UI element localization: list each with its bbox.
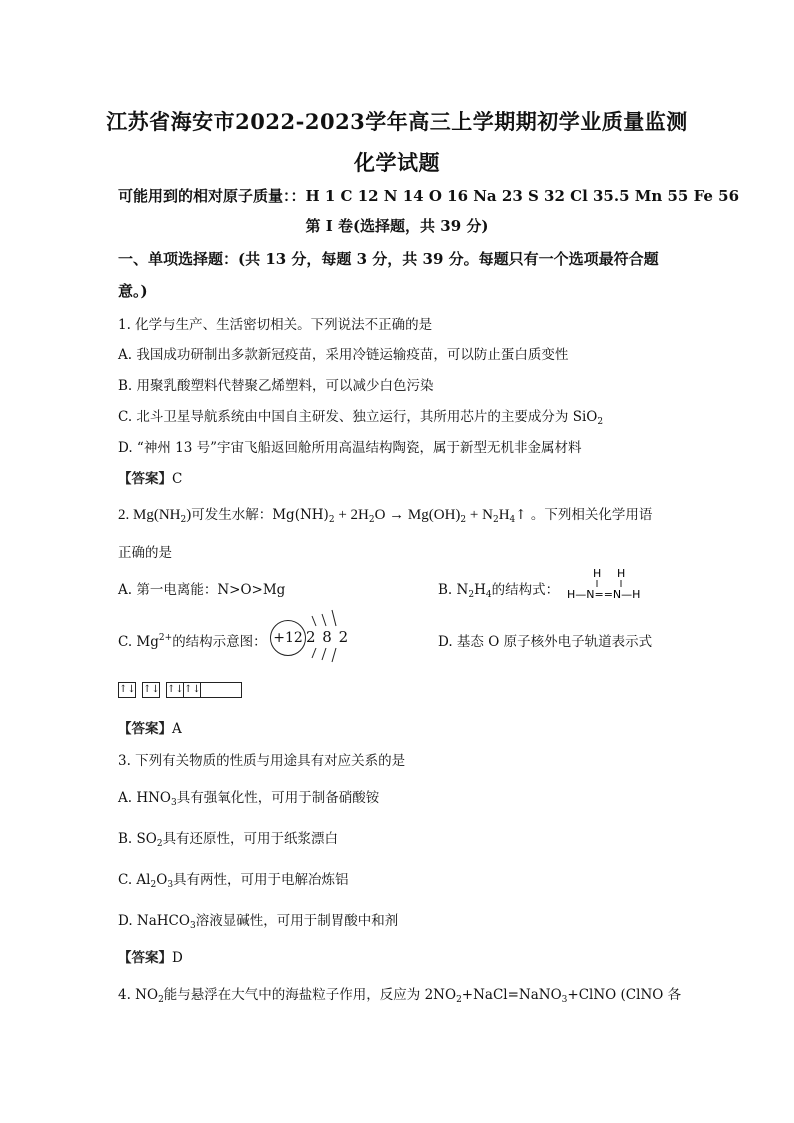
q3-option-c-sub1: 2 bbox=[150, 880, 157, 890]
q3-answer-value: D bbox=[172, 950, 183, 966]
q1-answer-value: C bbox=[172, 471, 183, 487]
q2-sub-4: 2 bbox=[460, 515, 467, 525]
q2-sub-1: 2 bbox=[180, 515, 187, 525]
q4-stem-b: 能与悬浮在大气中的海盐粒子作用，反应为 2NO bbox=[163, 987, 457, 1003]
q2-stem-f: + N bbox=[466, 507, 493, 523]
q3-option-a-sub: 3 bbox=[171, 798, 177, 808]
q3-option-b-sub: 2 bbox=[156, 839, 163, 849]
q3-option-c-sub2: 3 bbox=[167, 880, 174, 890]
q2-stem-d: + 2H bbox=[334, 507, 369, 523]
svg-text:H: H bbox=[593, 567, 602, 580]
q1-option-c-text: C. 北斗卫星导航系统由中国自主研发、独立运行，其所用芯片的主要成分为 SiO bbox=[118, 409, 598, 425]
q2-answer bbox=[118, 717, 182, 737]
q4-sub-1: 2 bbox=[158, 995, 164, 1005]
q2-stem-b: ) bbox=[186, 507, 192, 523]
q3-option-c-c: 具有两性，可用于电解冶炼铝 bbox=[173, 872, 349, 888]
q1-option-c-sub: 2 bbox=[597, 417, 604, 427]
orbital-cell: ↑↓ bbox=[143, 684, 160, 695]
nucleus-charge: +12 bbox=[273, 630, 303, 646]
document-title: 江苏省海安市2022-2023学年高三上学期期初学业质量监测 bbox=[106, 109, 688, 134]
q2-option-b-sub2: 4 bbox=[485, 590, 492, 600]
shell-arcs bbox=[300, 608, 350, 663]
q2-sub-3: 2 bbox=[368, 515, 375, 525]
q4-stem-a: 4. NO bbox=[118, 987, 159, 1003]
q2-option-c bbox=[118, 630, 267, 650]
q2-option-b-a: B. N bbox=[438, 582, 469, 598]
q1-answer bbox=[118, 467, 182, 487]
q3-option-d-b: 溶液显碱性，可用于制胃酸中和剂 bbox=[195, 913, 399, 929]
q3-option-c-a: C. Al bbox=[118, 872, 151, 888]
q2-sub-2: 2 bbox=[328, 515, 335, 525]
q3-option-a-b: 具有强氧化性，可用于制备硝酸铵 bbox=[176, 790, 380, 806]
q2-stem-e: O → Mg(OH) bbox=[374, 507, 461, 523]
q4-sub-3: 3 bbox=[561, 995, 568, 1005]
atomic-masses: 可能用到的相对原子质量：：H 1 C 12 N 14 O 16 Na 23 S 32 Cl 35.5 Mn 55 Fe 56 bbox=[118, 187, 740, 205]
orbital-cell: ↑↓ bbox=[167, 684, 184, 695]
q2-sub-5: 2 bbox=[492, 515, 499, 525]
q4-stem bbox=[118, 983, 681, 1005]
q1-option-a: A. 我国成功研制出多款新冠疫苗，采用冷链运输疫苗，可以防止蛋白质变性 bbox=[118, 347, 569, 363]
q2-option-d: D. 基态 O 原子核外电子轨道表示式 bbox=[438, 634, 653, 650]
q3-option-a-a: A. HNO bbox=[118, 790, 171, 806]
orbital-2s bbox=[142, 682, 160, 698]
q3-stem: 3. 下列有关物质的性质与用途具有对应关系的是 bbox=[118, 753, 406, 769]
orbital-cell: ↑↓ bbox=[119, 684, 136, 695]
q3-option-a bbox=[118, 786, 379, 808]
q1-option-d: D. “神州 13 号”宇宙飞船返回舱所用高温结构陶瓷，属于新型无机非金属材料 bbox=[118, 440, 582, 456]
q2-option-a: A. 第一电离能：N>O>Mg bbox=[118, 582, 286, 598]
q2-option-c-b: 的结构示意图： bbox=[172, 634, 267, 650]
q4-sub-2: 2 bbox=[456, 995, 462, 1005]
q3-option-b bbox=[118, 827, 338, 849]
q2-stem-h: ↑ 。下列相关化学用语 bbox=[515, 507, 653, 523]
q3-option-d-a: D. NaHCO bbox=[118, 913, 190, 929]
q4-stem-c: +NaCl=NaNO bbox=[461, 987, 562, 1003]
svg-text:H—N==N—H: H—N==N—H bbox=[567, 588, 641, 601]
q3-option-c-b: O bbox=[156, 872, 168, 888]
q3-answer bbox=[118, 946, 183, 966]
electron-shells: 2 8 2 bbox=[306, 628, 350, 646]
q2-stem-line2: 正确的是 bbox=[118, 545, 172, 561]
section-heading: 一、单项选择题：(共 13 分，每题 3 分，共 39 分。每题只有一个选项最符合题 bbox=[118, 250, 659, 268]
answer-tag: 【答案】 bbox=[118, 471, 172, 487]
q2-stem bbox=[118, 503, 652, 525]
q2-stem-g: H bbox=[498, 507, 510, 523]
q2-option-b-sub1: 2 bbox=[468, 590, 475, 600]
hydrazine-structure bbox=[565, 565, 655, 605]
volume-heading: 第 I 卷(选择题，共 39 分) bbox=[305, 217, 489, 235]
q4-stem-d: +ClNO (ClNO 各 bbox=[567, 987, 682, 1003]
q2-answer-value: A bbox=[172, 721, 182, 737]
q3-option-b-b: 具有还原性，可用于纸浆漂白 bbox=[162, 831, 339, 847]
q2-stem-a: 2. Mg(NH bbox=[118, 507, 181, 523]
orbital-cell bbox=[201, 683, 241, 697]
q2-option-b-c: 的结构式： bbox=[491, 582, 560, 598]
q2-option-b bbox=[438, 578, 559, 600]
q3-option-b-a: B. SO bbox=[118, 831, 157, 847]
svg-text:H: H bbox=[617, 567, 626, 580]
orbital-1s bbox=[118, 682, 136, 698]
q2-stem-c: 可发生水解：Mg(NH) bbox=[191, 507, 329, 523]
orbital-diagram bbox=[118, 682, 242, 698]
q1-option-b: B. 用聚乳酸塑料代替聚乙烯塑料，可以减少白色污染 bbox=[118, 378, 434, 394]
answer-tag: 【答案】 bbox=[118, 721, 172, 737]
q1-stem: 1. 化学与生产、生活密切相关。下列说法不正确的是 bbox=[118, 317, 433, 333]
q1-option-c bbox=[118, 405, 603, 427]
q2-option-c-sup: 2+ bbox=[158, 633, 173, 643]
q2-option-c-a: C. Mg bbox=[118, 634, 159, 650]
q2-option-b-b: H bbox=[474, 582, 486, 598]
q3-option-c bbox=[118, 868, 349, 890]
orbital-2p bbox=[166, 682, 242, 698]
document-subtitle: 化学试题 bbox=[354, 150, 440, 175]
q2-sub-6: 4 bbox=[509, 515, 516, 525]
orbital-cell: ↑↓ bbox=[184, 684, 201, 695]
section-heading-cont: 意。) bbox=[118, 282, 148, 300]
answer-tag: 【答案】 bbox=[118, 950, 172, 966]
q3-option-d bbox=[118, 909, 398, 931]
q3-option-d-sub: 3 bbox=[189, 921, 196, 931]
